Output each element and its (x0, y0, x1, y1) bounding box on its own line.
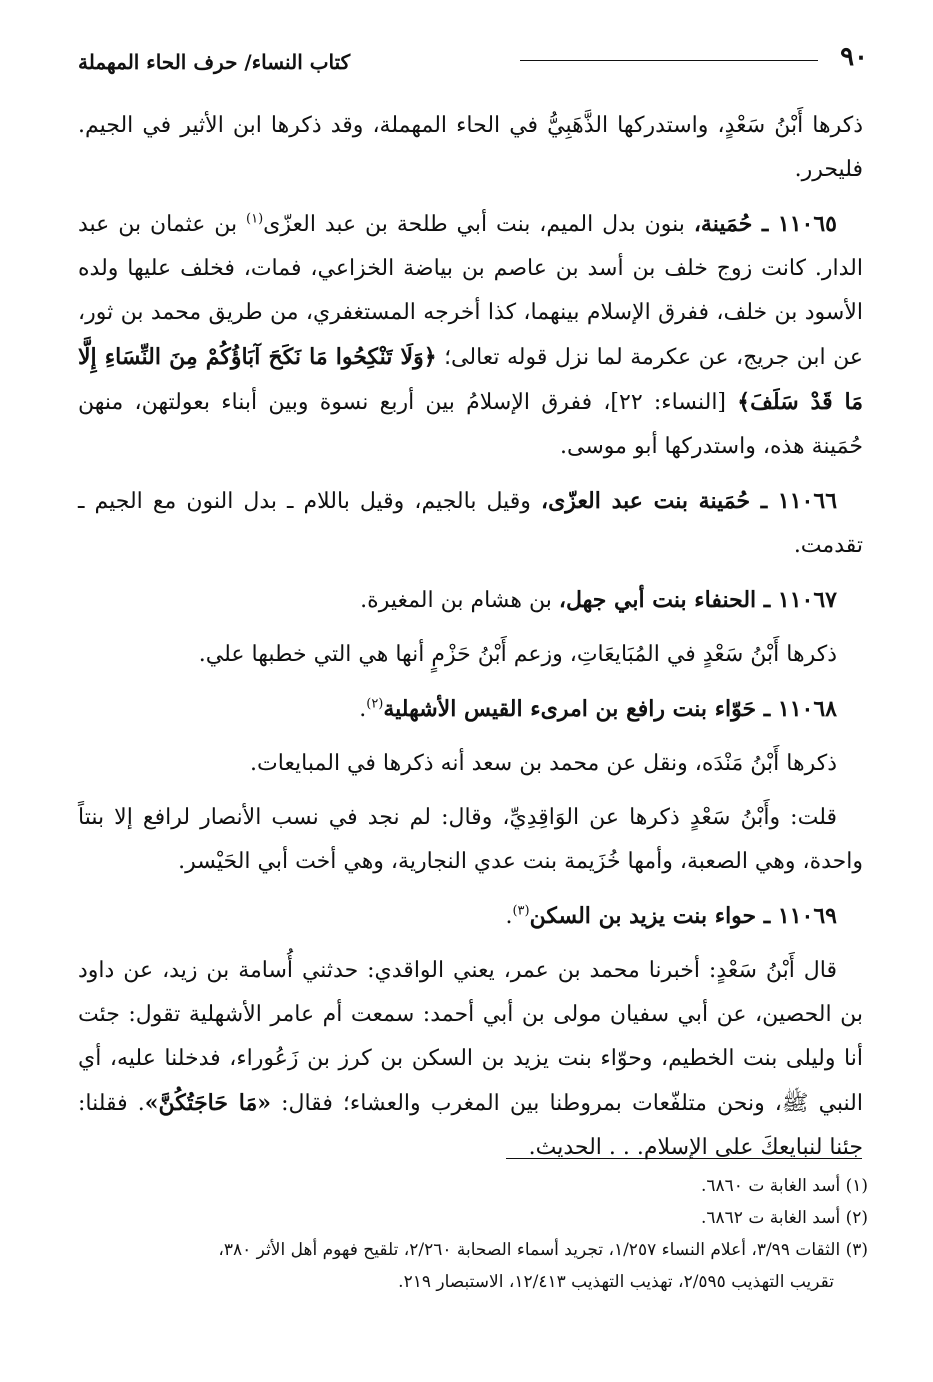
footnote-rule (506, 1158, 862, 1159)
entry-heading: ١١٠٦٧ ـ الحنفاء بنت أبي جهل، (558, 587, 837, 613)
entry-text: [النساء: ٢٢]، ففرق الإسلامُ بين أربع نسوة وبين أبناء بعولتهن، منهن حُمَينة هذه، واستدركها أبو موسى. (78, 390, 863, 459)
entry-text: وقيل بالجيم، وقيل باللام ـ بدل النون مع الجيم ـ تقدمت. (78, 489, 863, 558)
page-number: ٩٠ (840, 42, 868, 72)
entry-heading: ١١٠٦٦ ـ حُمَينة بنت عبد العزّى، (540, 488, 838, 514)
entry-text: بن عثمان بن عبد الدار. كانت زوج خلف بن أسد بن عاصم بن بياضة الخزاعي، فمات، فخلف عليها ولده الأسود بن خلف، ففرق الإسلام بينهما، كذا أخرجه المستغفري، من طريق محمد بن ثور، عن ابن جريج، عن عكرمة لما نزل قوله تعالى؛ (78, 212, 863, 370)
entry-11068-comment: قلت: وأَبْنُ سَعْدٍ ذكرها عن الوَاقِدِيِّ، وقال: لم نجد في نسب الأنصار لرافع إلا بنتاً واحدة، وهي الصعبة، وأمها خُزَيمة بنت عدي النجارية، وهي أخت أبي الحَيْسر. (78, 805, 863, 874)
intro-paragraph: ذكرها أَبْنُ سَعْدٍ، واستدركها الذَّهَبِيُّ في الحاء المهملة، وقد ذكرها ابن الأثير في الجيم. فليحرر. (78, 113, 863, 182)
footnote-3: (٣) الثقات ٣/٩٩، أعلام النساء ١/٢٥٧، تجريد أسماء الصحابة ٢/٢٦٠، تلقيح فهوم أهل الأثر ٣٨٠، (218, 1240, 868, 1260)
entry-text: . فقلنا: جئنا لنبايعكَ على الإسلام. . . الحديث. (78, 1091, 863, 1160)
entry-11065 (78, 202, 863, 469)
running-title: كتاب النساء/ حرف الحاء المهملة (78, 50, 351, 74)
entry-text: . (359, 697, 367, 722)
entry-text: بن هشام بن المغيرة. (360, 588, 559, 613)
entry-text: بنون بدل الميم، بنت أبي طلحة بن عبد العزّى (263, 212, 694, 237)
header-rule (520, 60, 818, 61)
entry-11067 (78, 578, 863, 623)
page-header (78, 42, 868, 82)
quran-verse: ﴿وَلَا تَنْكِحُوا مَا نَكَحَ آبَاؤُكُمْ مِنَ النِّسَاءِ إِلَّا مَا قَدْ سَلَفَ﴾ (78, 344, 863, 415)
entry-text: . (505, 904, 513, 929)
entry-heading: ١١٠٦٨ ـ حَوّاء بنت رافع بن امرىء القيس الأشهلية (383, 696, 837, 722)
footnote-2: (٢) أسد الغابة ت ٦٨٦٢. (701, 1208, 868, 1228)
footnote-marker: (١) (246, 211, 264, 227)
hadith-quote: «مَا حَاجَتُكُنَّ» (144, 1090, 271, 1116)
entry-11069-narration (78, 949, 863, 1170)
entry-heading: ١١٠٦٩ ـ حواء بنت يزيد بن السكن (529, 903, 837, 929)
entry-11066 (78, 479, 863, 568)
entry-11069 (78, 894, 863, 939)
footnote-3-continued: تقريب التهذيب ٢/٥٩٥، تهذيب التهذيب ١٢/٤١٣، الاستبصار ٢١٩. (398, 1272, 834, 1292)
entry-11067-note: ذكرها أَبْنُ سَعْدٍ في المُبَايعَاتِ، وزعم أَبْنُ حَزْمٍ أنها هي التي خطبها علي. (198, 642, 837, 667)
footnote-marker: (٢) (366, 696, 384, 712)
footnote-1: (١) أسد الغابة ت ٦٨٦٠. (701, 1176, 868, 1196)
entry-11068 (78, 687, 863, 732)
entry-text: قال أَبْنُ سَعْدٍ: أخبرنا محمد بن عمر، يعني الواقدي: حدثني أُسامة بن زيد، عن داود بن الحصين، عن أبي سفيان مولى بن أبي أحمد: سمعت أم عامر الأشهلية تقول: جئت أنا وليلى بنت الخطيم، وحوّاء بنت يزيد بن السكن بن كرز بن زَعُوراء، فدخلنا عليه، أي النبي ﷺ، ونحن متلفّعات بمروطنا بين المغرب والعشاء؛ فقال: (78, 958, 863, 1116)
footnotes (78, 1170, 868, 1298)
entry-11068-note: ذكرها أَبْنُ مَنْدَه، ونقل عن محمد بن سعد أنه ذكرها في المبايعات. (250, 751, 837, 776)
main-text (78, 104, 863, 1180)
footnote-marker: (٣) (512, 903, 530, 919)
entry-heading: ١١٠٦٥ ـ حُمَينة، (693, 211, 837, 237)
